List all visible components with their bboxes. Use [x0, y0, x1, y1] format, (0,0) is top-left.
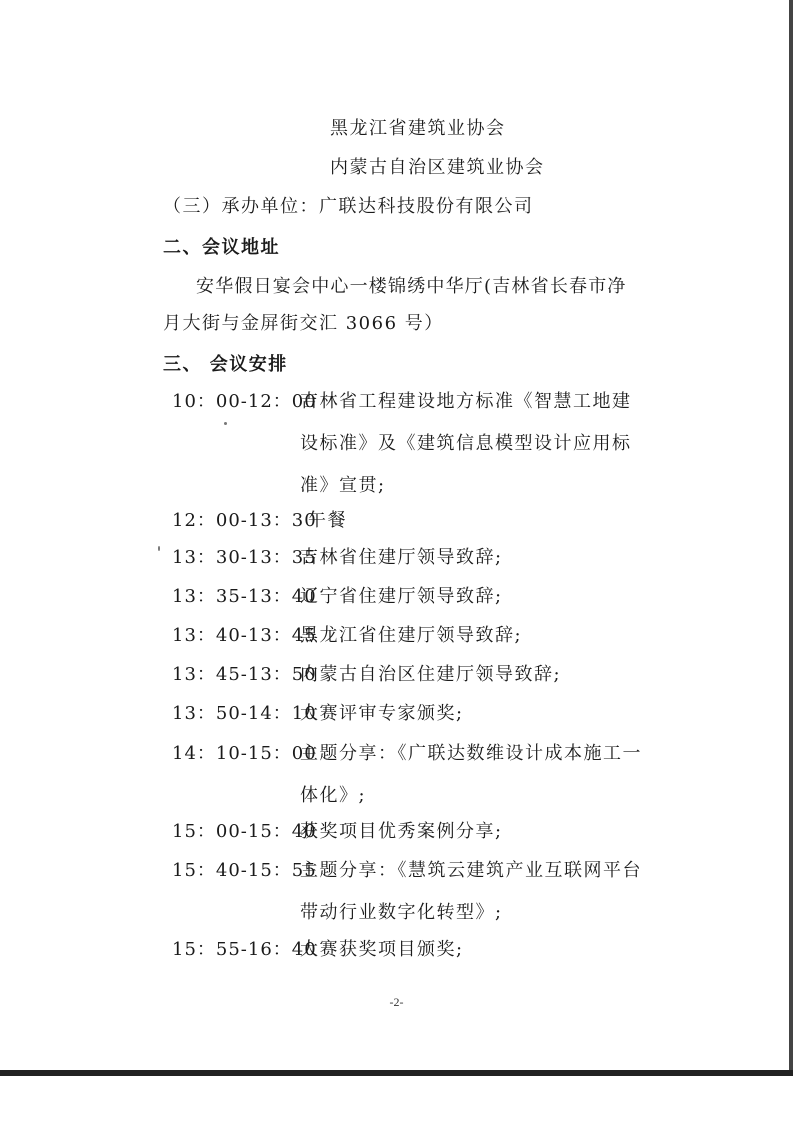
organizer-neimenggu: 内蒙古自治区建筑业协会	[330, 157, 545, 178]
host-unit: （三）承办单位：广联达科技股份有限公司	[163, 196, 534, 217]
schedule-time: 13：40-13：45	[172, 625, 317, 646]
schedule-time: 15：00-15：40	[172, 821, 317, 842]
schedule-desc: 辽宁省住建厅领导致辞;	[300, 586, 503, 607]
schedule-desc: 内蒙古自治区住建厅领导致辞;	[300, 664, 562, 685]
schedule-desc: 吉林省工程建设地方标准《智慧工地建设标准》及《建筑信息模型设计应用标准》宣贯;	[300, 391, 632, 496]
scan-speck	[158, 546, 160, 551]
section-heading-address: 二、会议地址	[163, 237, 280, 258]
schedule-desc: 主题分享：《广联达数维设计成本施工一体化》;	[300, 743, 642, 806]
address-line-2: 月大街与金屏街交汇 3066 号）	[163, 313, 444, 334]
scan-speck	[224, 422, 227, 425]
schedule-desc: 大赛评审专家颁奖;	[300, 703, 464, 724]
schedule-time: 13：35-13：40	[172, 586, 317, 607]
schedule-desc: 大赛获奖项目颁奖;	[300, 939, 464, 960]
schedule-desc: 黑龙江省住建厅领导致辞;	[300, 625, 523, 646]
schedule-desc: 获奖项目优秀案例分享;	[300, 821, 503, 842]
schedule-time: 15：40-15：55	[172, 860, 317, 881]
schedule-time: 13：50-14：10	[172, 703, 317, 724]
schedule-time: 10：00-12：00	[172, 391, 317, 412]
organizer-heilongjiang: 黑龙江省建筑业协会	[330, 118, 506, 139]
schedule-time: 13：45-13：50	[172, 664, 317, 685]
schedule-time: 15：55-16：40	[172, 939, 317, 960]
schedule-desc: 午餐	[308, 510, 347, 531]
page-number: -2-	[389, 995, 404, 1009]
schedule-time: 13：30-13：35	[172, 547, 317, 568]
scan-edge-bottom	[0, 1070, 793, 1076]
schedule-time: 12：00-13：30	[172, 510, 317, 531]
section-heading-schedule: 三、 会议安排	[163, 354, 288, 375]
schedule-time: 14：10-15：00	[172, 743, 317, 764]
address-line-1: 安华假日宴会中心一楼锦绣中华厅(吉林省长春市净	[196, 276, 627, 297]
schedule-desc: 主题分享：《慧筑云建筑产业互联网平台带动行业数字化转型》;	[300, 860, 642, 923]
scan-edge-right	[789, 0, 793, 1070]
schedule-desc: 吉林省住建厅领导致辞;	[300, 547, 503, 568]
